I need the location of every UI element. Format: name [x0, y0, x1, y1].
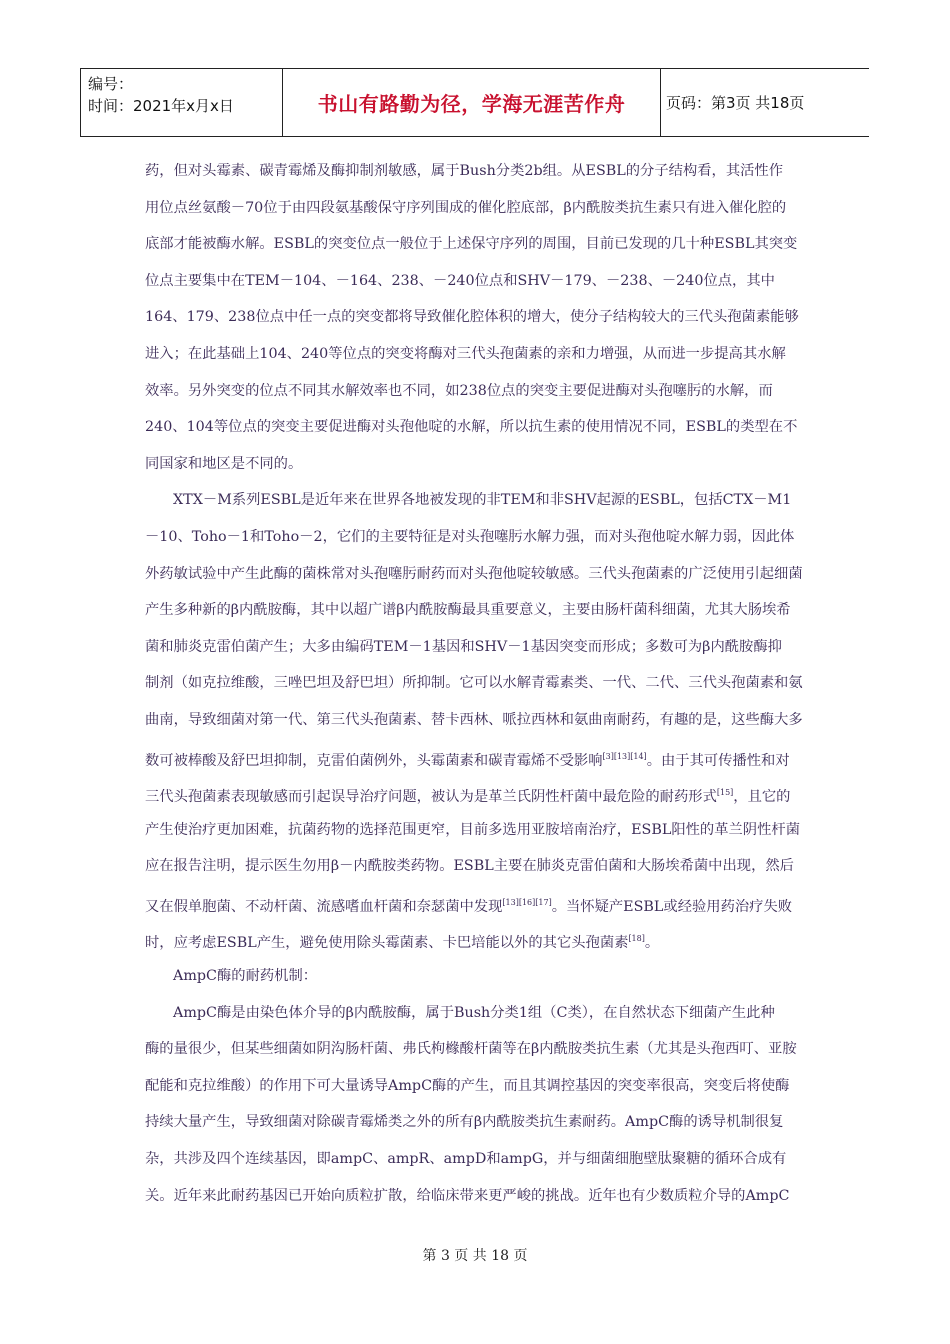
text-line [145, 556, 805, 593]
text-line-content: 时，应考虑ESBL产生，避免使用除头霉菌素、卡巴培能以外的其它头孢菌素 [145, 935, 629, 952]
text-line [145, 958, 805, 995]
text-line-content: 三代头孢菌素表现敏感而引起误导治疗问题，被认为是革兰氏阴性杆菌中最危险的耐药形式 [145, 789, 717, 806]
citation-superscript: [18] [628, 934, 645, 944]
text-line-content: 164、179、238位点中任一点的突变都将导致催化腔体积的增大，使分子结构较大的三代头孢菌素能够 [145, 309, 799, 326]
text-line-content: 曲南，导致细菌对第一代、第三代头孢菌素、替卡西林、哌拉西林和氨曲南耐药，有趣的是，这些酶大多 [145, 711, 803, 728]
text-line-content: 产生使治疗更加困难，抗菌药物的选择范围更窄，目前多选用亚胺培南治疗，ESBL阳性的革兰阴性杆菌 [145, 821, 800, 838]
text-line-content: 240、104等位点的突变主要促进酶对头孢他啶的水解，所以抗生素的使用情况不同，ESBL的类型在不 [145, 419, 798, 436]
text-line-content: 位点主要集中在TEM－104、－164、238、－240位点和SHV－179、－238、－240位点，其中 [145, 272, 775, 289]
text-line [145, 409, 805, 446]
text-line [145, 885, 805, 922]
text-line [145, 995, 805, 1032]
text-line [145, 739, 805, 776]
header-page-info: 页码：第3页 共18页 [666, 94, 805, 112]
header-border-left [80, 69, 81, 136]
text-line [145, 482, 805, 519]
text-line [145, 592, 805, 629]
citation-superscript: [15] [716, 788, 734, 798]
text-line-content: 又在假单胞菌、不动杆菌、流感嗜血杆菌和奈瑟菌中发现 [145, 898, 503, 915]
text-line-continuation: ，且它的 [733, 789, 791, 806]
document-body [145, 153, 805, 1214]
header-time-label: 时间：2021年x月x日 [88, 97, 234, 115]
header-middle-cell [283, 69, 660, 136]
text-line [145, 1141, 805, 1178]
header-motto: 书山有路勤为径，学海无涯苦作舟 [317, 92, 626, 116]
citation-superscript: [3][13][14] [602, 751, 647, 761]
text-line [145, 1178, 805, 1215]
header-left-cell [88, 73, 278, 117]
text-line [145, 921, 805, 958]
text-line-continuation: 。由于其可传播性和对 [646, 752, 790, 769]
header-number-label: 编号： [88, 75, 134, 93]
text-line-content: XTX－M系列ESBL是近年来在世界各地被发现的非TEM和非SHV起源的ESBL，包括CTX－M1 [173, 492, 792, 509]
text-line [145, 1031, 805, 1068]
text-line-content: 数可被棒酸及舒巴坦抑制，克雷伯菌例外，头霉菌素和碳青霉烯不受影响 [145, 752, 603, 769]
text-line-content: 外药敏试验中产生此酶的菌株常对头孢噻肟耐药而对头孢他啶较敏感。三代头孢菌素的广泛使用引起细菌 [145, 565, 803, 582]
text-line [145, 190, 805, 227]
text-line [145, 702, 805, 739]
text-line [145, 519, 805, 556]
text-line-content: 用位点丝氨酸－70位于由四段氨基酸保守序列围成的催化腔底部，β内酰胺类抗生素只有进入催化腔的 [145, 199, 787, 216]
text-line-continuation: 。当怀疑产ESBL或经验用药治疗失败 [551, 898, 793, 915]
text-line [145, 446, 805, 483]
text-line [145, 1068, 805, 1105]
citation-superscript: [13][16][17] [502, 897, 552, 907]
text-line [145, 336, 805, 373]
text-line-content: 效率。另外突变的位点不同其水解效率也不同，如238位点的突变主要促进酶对头孢噻肟的水解，而 [145, 382, 773, 399]
text-line-content: AmpC酶的耐药机制： [173, 968, 318, 985]
text-line-content: 配能和克拉维酸）的作用下可大量诱导AmpC酶的产生，而且其调控基因的突变率很高，突变后将使酶 [145, 1077, 790, 1094]
text-line-content: 菌和肺炎克雷伯菌产生；大多由编码TEM－1基因和SHV－1基因突变而形成；多数可为β内酰胺酶抑 [145, 638, 782, 655]
text-line-content: 药，但对头霉素、碳青霉烯及酶抑制剂敏感，属于Bush分类2b组。从ESBL的分子结构看，其活性作 [145, 163, 784, 179]
header-right-cell [666, 69, 804, 136]
text-line-content: 制剂（如克拉维酸，三唑巴坦及舒巴坦）所抑制。它可以水解青霉素类、一代、二代、三代头孢菌素和氨 [145, 675, 803, 692]
text-line-content: 关。近年来此耐药基因已开始向质粒扩散，给临床带来更严峻的挑战。近年也有少数质粒介导的AmpC [145, 1187, 790, 1204]
text-line [145, 775, 805, 812]
page-footer: 第 3 页 共 18 页 [422, 1248, 528, 1264]
text-line-continuation: 。 [644, 935, 660, 952]
header-divider-2 [660, 69, 661, 136]
text-line-content: 应在报告注明，提示医生勿用β－内酰胺类药物。ESBL主要在肺炎克雷伯菌和大肠埃希菌中出现，然后 [145, 858, 794, 875]
text-line-content: 底部才能被酶水解。ESBL的突变位点一般位于上述保守序列的周围，目前已发现的几十种ESBL其突变 [145, 236, 798, 253]
text-line-content: AmpC酶是由染色体介导的β内酰胺酶，属于Bush分类1组（C类），在自然状态下细菌产生此种 [173, 1004, 775, 1021]
text-line [145, 1104, 805, 1141]
text-line [145, 812, 805, 849]
text-line-content: 酶的量很少，但某些细菌如阴沟肠杆菌、弗氏枸橼酸杆菌等在β内酰胺类抗生素（尤其是头孢西叮、亚胺 [145, 1041, 797, 1058]
text-line [145, 629, 805, 666]
text-line [145, 848, 805, 885]
text-line-content: 同国家和地区是不同的。 [145, 455, 303, 472]
text-line [145, 299, 805, 336]
page-header [80, 68, 869, 137]
text-line-content: 进入；在此基础上104、240等位点的突变将酶对三代头孢菌素的亲和力增强，从而进一步提高其水解 [145, 345, 786, 362]
text-line-content: 杂，共涉及四个连续基因，即ampC、ampR、ampD和ampG，并与细菌细胞壁肽聚糖的循环合成有 [145, 1151, 787, 1168]
text-line [145, 373, 805, 410]
text-line [145, 263, 805, 300]
text-line [145, 665, 805, 702]
text-line-content: 持续大量产生，导致细菌对除碳青霉烯类之外的所有β内酰胺类抗生素耐药。AmpC酶的诱导机制很复 [145, 1114, 784, 1131]
text-line [145, 153, 805, 190]
text-line [145, 226, 805, 263]
text-line-content: 产生多种新的β内酰胺酶，其中以超广谱β内酰胺酶最具重要意义，主要由肠杆菌科细菌，尤其大肠埃希 [145, 602, 791, 619]
text-line-content: －10、Toho－1和Toho－2，它们的主要特征是对头孢噻肟水解力强，而对头孢他啶水解力弱，因此体 [145, 528, 795, 545]
